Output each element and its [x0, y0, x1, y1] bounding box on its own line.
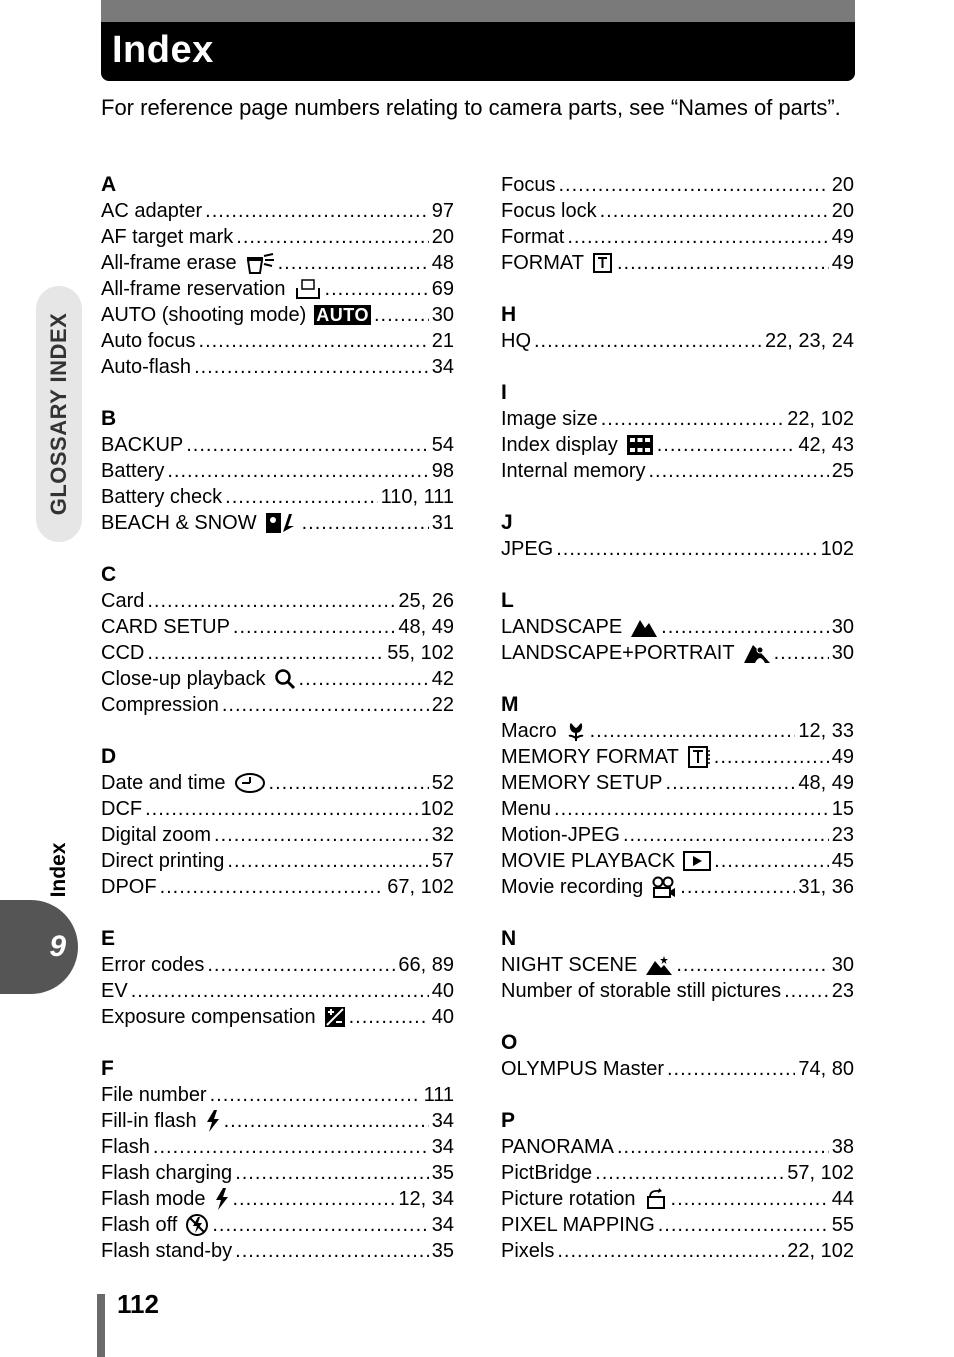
- dot-leader: [658, 1212, 829, 1238]
- flash-icon: [205, 1109, 221, 1133]
- index-entry: [101, 640, 454, 666]
- index-term: Exposure compensation: [101, 1006, 316, 1028]
- index-letter-heading: J: [501, 511, 513, 534]
- glossary-index-tab[interactable]: [36, 286, 82, 542]
- page-header: [101, 0, 855, 81]
- index-page-ref[interactable]: 48: [431, 252, 454, 274]
- dot-leader: [325, 276, 429, 302]
- right-group-l: [501, 588, 854, 666]
- dot-leader: [567, 224, 828, 250]
- index-term: PANORAMA: [501, 1136, 614, 1158]
- dot-leader: [601, 406, 785, 432]
- index-entry: [501, 614, 854, 640]
- dot-leader: [623, 822, 829, 848]
- index-term: Format: [501, 226, 565, 248]
- macro-flower-icon: [565, 720, 587, 742]
- index-term: Card: [101, 590, 145, 612]
- dot-leader: [199, 328, 429, 354]
- index-term: Flash: [101, 1136, 150, 1158]
- dot-leader: [153, 1134, 429, 1160]
- index-term: Compression: [101, 694, 219, 716]
- dot-leader: [661, 614, 829, 640]
- left-group-f: [101, 1056, 454, 1264]
- index-page-ref[interactable]: 49: [831, 746, 854, 768]
- dot-leader: [667, 1056, 795, 1082]
- index-entry: [501, 458, 854, 484]
- dot-leader: [167, 458, 428, 484]
- index-letter-heading: D: [101, 745, 117, 768]
- index-entry: [101, 328, 454, 354]
- index-entry: [101, 874, 454, 900]
- index-entry: [501, 1212, 854, 1238]
- dot-leader: [558, 172, 828, 198]
- exposure-compensation-icon: [324, 1006, 346, 1028]
- index-term: All-frame reservation: [101, 278, 286, 300]
- dot-leader: [214, 822, 429, 848]
- auto-mode-icon: [314, 305, 371, 325]
- index-entry: [101, 1082, 454, 1108]
- index-page-ref[interactable]: 69: [431, 278, 454, 300]
- index-entry: [501, 224, 854, 250]
- index-term: JPEG: [501, 538, 554, 560]
- dot-leader: [554, 796, 829, 822]
- index-entry: [101, 1108, 454, 1134]
- right-group-m: [501, 692, 854, 900]
- index-entry: [501, 848, 854, 874]
- dot-leader: [207, 952, 395, 978]
- index-term: Focus: [501, 174, 556, 196]
- index-entry: [101, 952, 454, 978]
- dot-leader: [617, 250, 829, 276]
- dot-leader: [212, 1212, 428, 1238]
- index-page-ref[interactable]: 30: [831, 954, 854, 976]
- index-page-ref[interactable]: 23: [831, 824, 854, 846]
- beach-snow-icon: [265, 512, 299, 534]
- index-letter-heading: N: [501, 927, 517, 950]
- dot-leader: [186, 432, 429, 458]
- index-term: BACKUP: [101, 434, 184, 456]
- index-term: Fill-in flash: [101, 1110, 197, 1132]
- index-entry: [101, 1238, 454, 1264]
- dot-leader: [236, 224, 428, 250]
- index-page-ref[interactable]: 98: [431, 460, 454, 482]
- index-entry: [501, 328, 854, 354]
- play-icon: [683, 851, 711, 871]
- index-page-ref[interactable]: 40: [431, 1006, 454, 1028]
- index-page-ref[interactable]: 34: [431, 1214, 454, 1236]
- index-entry: [501, 198, 854, 224]
- landscape-portrait-icon: [743, 642, 771, 664]
- dot-leader: [374, 302, 429, 328]
- dot-leader: [676, 952, 828, 978]
- index-letter-heading: F: [101, 1057, 114, 1080]
- index-page-ref[interactable]: 32: [431, 824, 454, 846]
- index-entry: [101, 1004, 454, 1030]
- index-page-ref[interactable]: 102: [820, 538, 854, 560]
- index-term: Battery check: [101, 486, 223, 508]
- index-term: OLYMPUS Master: [501, 1058, 664, 1080]
- index-page-ref[interactable]: 34: [431, 356, 454, 378]
- index-entry: [101, 978, 454, 1004]
- dot-leader: [235, 1238, 429, 1264]
- index-term: DPOF: [101, 876, 157, 898]
- index-entry: [501, 1238, 854, 1264]
- clock-icon: [234, 772, 266, 794]
- right-group-n: [501, 926, 854, 1004]
- dot-leader: [600, 198, 829, 224]
- left-group-e: [101, 926, 454, 1030]
- dot-leader: [784, 978, 829, 1004]
- index-term: Menu: [501, 798, 552, 820]
- index-page-ref[interactable]: 15: [831, 798, 854, 820]
- right-group-cont: [501, 172, 854, 276]
- index-term: HQ: [501, 330, 531, 352]
- dot-leader: [595, 1160, 784, 1186]
- index-entry: [501, 744, 854, 770]
- dot-leader: [680, 874, 795, 900]
- right-group-h: [501, 302, 854, 354]
- index-term: EV: [101, 980, 128, 1002]
- index-page-ref[interactable]: 22, 23, 24: [765, 330, 854, 352]
- index-column-left: [101, 172, 454, 1290]
- index-term: All-frame erase: [101, 252, 237, 274]
- footer-bar: [97, 1294, 105, 1357]
- format-icon: [592, 252, 614, 274]
- index-page-ref[interactable]: 54: [431, 434, 454, 456]
- dot-leader: [349, 1004, 429, 1030]
- index-entry: [101, 848, 454, 874]
- dot-leader: [657, 432, 796, 458]
- index-page-ref[interactable]: 45: [831, 850, 854, 872]
- index-term: Digital zoom: [101, 824, 212, 846]
- index-term: Close-up playback: [101, 668, 266, 690]
- index-page-ref[interactable]: 22, 102: [787, 408, 854, 430]
- dot-leader: [233, 1186, 396, 1212]
- right-group-j: [501, 510, 854, 562]
- index-term: Direct printing: [101, 850, 225, 872]
- index-page-ref[interactable]: 30: [431, 304, 454, 326]
- index-page-ref[interactable]: 48, 49: [398, 616, 454, 638]
- index-page-ref[interactable]: 57: [431, 850, 454, 872]
- index-term: File number: [101, 1084, 207, 1106]
- index-page-ref[interactable]: 55, 102: [387, 642, 454, 664]
- left-group-a: [101, 172, 454, 380]
- index-page-ref[interactable]: 30: [831, 642, 854, 664]
- index-entry: [101, 432, 454, 458]
- index-term: Date and time: [101, 772, 226, 794]
- dot-leader: [227, 848, 428, 874]
- index-page-ref[interactable]: 20: [431, 226, 454, 248]
- index-term: Flash charging: [101, 1162, 233, 1184]
- intro-text: For reference page numbers relating to camera parts, see “Names of parts”.: [101, 95, 841, 120]
- index-page-ref[interactable]: 42, 43: [798, 434, 854, 456]
- chapter-number: 9: [49, 930, 66, 963]
- index-term: Internal memory: [501, 460, 646, 482]
- index-entry: [101, 1134, 454, 1160]
- index-term: AUTO (shooting mode): [101, 304, 307, 326]
- index-letter-heading: L: [501, 589, 514, 612]
- index-entry: [101, 250, 454, 276]
- flash-icon: [214, 1187, 230, 1211]
- index-term: Auto focus: [101, 330, 196, 352]
- index-term: AF target mark: [101, 226, 234, 248]
- index-entry: [101, 1212, 454, 1238]
- index-entry: [101, 770, 454, 796]
- dot-leader: [666, 770, 796, 796]
- index-letter-heading: I: [501, 381, 507, 404]
- dot-leader: [147, 588, 395, 614]
- dot-leader: [278, 250, 429, 276]
- dot-leader: [714, 744, 829, 770]
- dot-leader: [225, 484, 377, 510]
- index-page-ref[interactable]: 102: [420, 798, 454, 820]
- index-term: Pixels: [501, 1240, 555, 1262]
- dot-leader: [299, 666, 429, 692]
- dot-leader: [590, 718, 796, 744]
- all-frame-erase-icon: [245, 252, 275, 274]
- dot-leader: [205, 198, 429, 224]
- index-term: Movie recording: [501, 876, 644, 898]
- dot-leader: [224, 1108, 429, 1134]
- index-page-ref[interactable]: 25, 26: [398, 590, 454, 612]
- index-term: Auto-flash: [101, 356, 192, 378]
- index-entry: [101, 458, 454, 484]
- index-entry: [501, 718, 854, 744]
- index-letter-heading: C: [101, 563, 117, 586]
- index-page-ref[interactable]: 30: [831, 616, 854, 638]
- night-scene-icon: [645, 954, 673, 976]
- index-letter-heading: M: [501, 693, 519, 716]
- dot-leader: [269, 770, 429, 796]
- index-page-ref[interactable]: 34: [431, 1110, 454, 1132]
- index-term: FORMAT: [501, 252, 584, 274]
- right-group-o: [501, 1030, 854, 1082]
- index-term: LANDSCAPE: [501, 616, 623, 638]
- movie-camera-icon: [651, 876, 677, 898]
- index-term: Flash stand-by: [101, 1240, 233, 1262]
- index-entry: [101, 588, 454, 614]
- index-letter-heading: P: [501, 1109, 516, 1132]
- index-page-ref[interactable]: 49: [831, 226, 854, 248]
- index-entry: [501, 952, 854, 978]
- index-term: Motion-JPEG: [501, 824, 620, 846]
- index-entry: [501, 172, 854, 198]
- index-entry: [101, 354, 454, 380]
- dot-leader: [557, 1238, 784, 1264]
- dot-leader: [617, 1134, 829, 1160]
- index-page-ref[interactable]: 31, 36: [798, 876, 854, 898]
- index-entry: [501, 822, 854, 848]
- dot-leader: [649, 458, 829, 484]
- index-term: Flash off: [101, 1214, 178, 1236]
- index-letter-heading: A: [101, 173, 117, 196]
- index-letter-heading: B: [101, 407, 117, 430]
- index-term: Macro: [501, 720, 557, 742]
- dot-leader: [160, 874, 385, 900]
- index-page-ref[interactable]: 40: [431, 980, 454, 1002]
- index-letter-heading: O: [501, 1031, 518, 1054]
- index-page-ref[interactable]: 111: [423, 1084, 454, 1106]
- dot-leader: [714, 848, 829, 874]
- index-page-ref[interactable]: 67, 102: [387, 876, 454, 898]
- index-page-ref[interactable]: 110, 111: [380, 486, 454, 508]
- index-page-ref[interactable]: 23: [831, 980, 854, 1002]
- index-page-ref[interactable]: 20: [831, 174, 854, 196]
- index-page-ref[interactable]: 20: [831, 200, 854, 222]
- index-page-ref[interactable]: 35: [431, 1240, 454, 1262]
- dot-leader: [222, 692, 429, 718]
- index-entry: [501, 1186, 854, 1212]
- index-page-ref[interactable]: 57, 102: [787, 1162, 854, 1184]
- index-term: Image size: [501, 408, 598, 430]
- index-display-icon: [626, 434, 654, 456]
- index-term: Index display: [501, 434, 618, 456]
- index-entry: [101, 198, 454, 224]
- index-entry: [101, 484, 454, 510]
- index-entry: [501, 432, 854, 458]
- page-number: 112: [117, 1289, 159, 1319]
- index-entry: [101, 510, 454, 536]
- index-entry: [101, 692, 454, 718]
- index-term: Picture rotation: [501, 1188, 636, 1210]
- index-entry: [501, 874, 854, 900]
- index-term: Battery: [101, 460, 165, 482]
- index-column-right: [501, 172, 854, 1290]
- left-group-d: [101, 744, 454, 900]
- index-page-ref[interactable]: 55: [831, 1214, 854, 1236]
- page-title: Index: [112, 29, 214, 71]
- index-entry: [501, 1134, 854, 1160]
- index-term: MEMORY SETUP: [501, 772, 663, 794]
- index-term: MOVIE PLAYBACK: [501, 850, 676, 872]
- landscape-icon: [630, 616, 658, 638]
- index-page-ref[interactable]: 48, 49: [798, 772, 854, 794]
- index-entry: [101, 1186, 454, 1212]
- dot-leader: [534, 328, 762, 354]
- chapter-marker: [0, 900, 78, 994]
- index-page-ref[interactable]: 49: [831, 252, 854, 274]
- header-grey-strip: [101, 0, 855, 22]
- index-page-ref[interactable]: 35: [431, 1162, 454, 1184]
- index-term: Focus lock: [501, 200, 597, 222]
- dot-leader: [147, 640, 384, 666]
- index-page-ref[interactable]: 31: [431, 512, 454, 534]
- index-entry: [101, 796, 454, 822]
- dot-leader: [671, 1186, 829, 1212]
- index-entry: [501, 250, 854, 276]
- index-entry: [501, 1056, 854, 1082]
- dot-leader: [194, 354, 429, 380]
- index-entry: [501, 536, 854, 562]
- index-letter-heading: H: [501, 303, 517, 326]
- section-label-text: Index: [47, 842, 70, 898]
- left-group-c: [101, 562, 454, 718]
- index-page-ref[interactable]: 34: [431, 1136, 454, 1158]
- index-page-ref[interactable]: 21: [431, 330, 454, 352]
- memory-format-icon: [687, 746, 711, 768]
- index-entry: [101, 1160, 454, 1186]
- index-letter-heading: E: [101, 927, 116, 950]
- dot-leader: [235, 1160, 429, 1186]
- dot-leader: [210, 1082, 421, 1108]
- rotate-icon: [644, 1188, 668, 1210]
- index-entry: [101, 666, 454, 692]
- index-term: BEACH & SNOW: [101, 512, 257, 534]
- index-page-ref[interactable]: 66, 89: [398, 954, 454, 976]
- index-term: DCF: [101, 798, 143, 820]
- flash-off-icon: [185, 1213, 209, 1237]
- index-page-ref[interactable]: 22: [431, 694, 454, 716]
- index-term: Flash mode: [101, 1188, 206, 1210]
- index-page-ref[interactable]: 42: [431, 668, 454, 690]
- index-page-ref[interactable]: 38: [831, 1136, 854, 1158]
- index-entry: [101, 276, 454, 302]
- index-entry: [501, 978, 854, 1004]
- index-entry: [501, 770, 854, 796]
- section-side-label: [36, 830, 82, 910]
- index-page-ref[interactable]: 97: [431, 200, 454, 222]
- dot-leader: [556, 536, 817, 562]
- index-page-ref[interactable]: 12, 33: [798, 720, 854, 742]
- index-entry: [501, 796, 854, 822]
- index-term: PictBridge: [501, 1162, 593, 1184]
- dot-leader: [131, 978, 429, 1004]
- index-term: CARD SETUP: [101, 616, 230, 638]
- dot-leader: [774, 640, 829, 666]
- index-entry: [501, 640, 854, 666]
- all-frame-reservation-icon: [294, 278, 322, 300]
- auto-mode-icon-text: AUTO: [316, 305, 369, 325]
- index-term: CCD: [101, 642, 145, 664]
- index-term: PIXEL MAPPING: [501, 1214, 655, 1236]
- right-group-i: [501, 380, 854, 484]
- glossary-index-label: GLOSSARY INDEX: [46, 312, 71, 516]
- left-group-b: [101, 406, 454, 536]
- index-page-ref[interactable]: 25: [831, 460, 854, 482]
- index-page-ref[interactable]: 74, 80: [798, 1058, 854, 1080]
- dot-leader: [302, 510, 429, 536]
- right-group-p: [501, 1108, 854, 1264]
- magnifier-icon: [274, 668, 296, 690]
- index-entry: [501, 406, 854, 432]
- index-page-ref[interactable]: 22, 102: [787, 1240, 854, 1262]
- index-term: LANDSCAPE+PORTRAIT: [501, 642, 735, 664]
- index-page-ref[interactable]: 44: [831, 1188, 854, 1210]
- index-entry: [101, 224, 454, 250]
- index-entry: [101, 822, 454, 848]
- index-term: Error codes: [101, 954, 205, 976]
- index-entry: [101, 302, 454, 328]
- index-entry: [501, 1160, 854, 1186]
- index-page-ref[interactable]: 52: [431, 772, 454, 794]
- dot-leader: [145, 796, 418, 822]
- index-term: MEMORY FORMAT: [501, 746, 679, 768]
- index-page-ref[interactable]: 12, 34: [398, 1188, 454, 1210]
- index-entry: [101, 614, 454, 640]
- index-term: Number of storable still pictures: [501, 980, 782, 1002]
- index-term: NIGHT SCENE: [501, 954, 638, 976]
- index-term: AC adapter: [101, 200, 203, 222]
- dot-leader: [233, 614, 395, 640]
